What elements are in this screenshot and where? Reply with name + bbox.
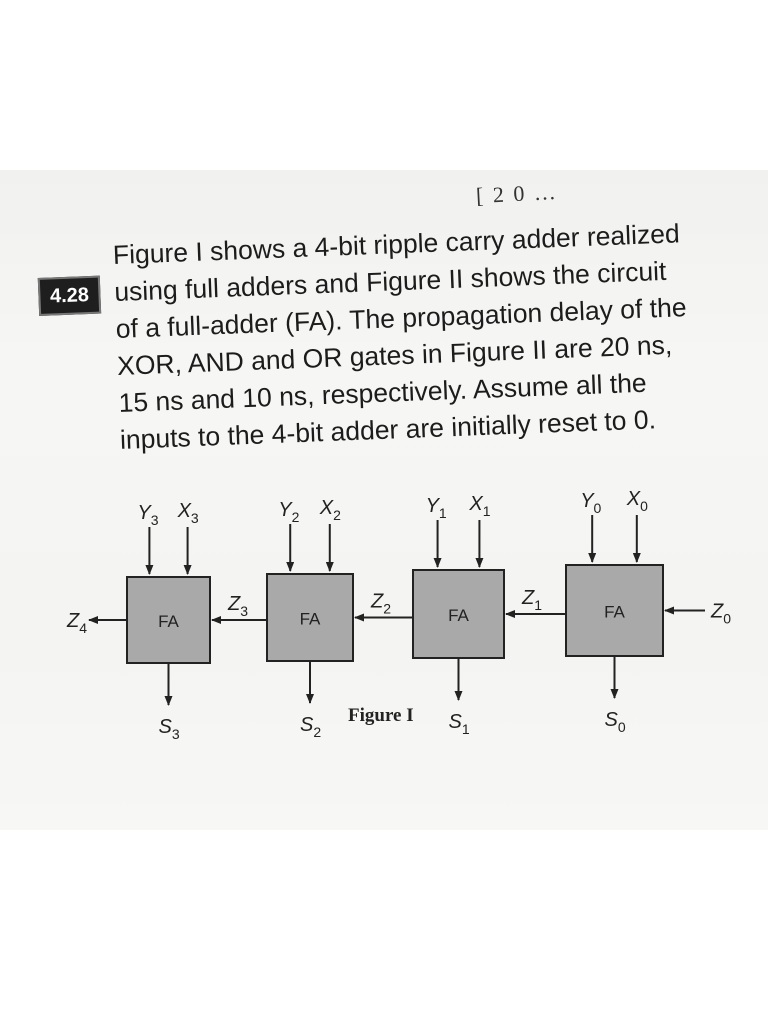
problem-line: Figure I shows a 4-bit ripple carry adder realized [112, 218, 681, 271]
input-label-y1: $Y_1$ [425, 495, 447, 521]
input-label-x1: $X_1$ [469, 493, 491, 519]
sum-label-s2: $S_2$ [300, 714, 322, 740]
input-label-x0: $X_0$ [626, 488, 648, 514]
carry-label-z1: $Z_1$ [522, 587, 543, 613]
sum-label-s0: $S_0$ [604, 709, 626, 735]
problem-line: using full adders and Figure II shows the circuit [113, 255, 667, 308]
problem-line: of a full-adder (FA). The propagation delay of the [115, 292, 688, 344]
full-adder-label-0: FA [604, 602, 625, 622]
problem-line: XOR, AND and OR gates in Figure II are 20 ns, [116, 329, 673, 381]
full-adder-label-3: FA [158, 612, 179, 631]
sum-label-s3: $S_3$ [158, 716, 180, 742]
problem-line: 15 ns and 10 ns, respectively. Assume all the [118, 367, 648, 418]
carry-label-z2: $Z_2$ [371, 590, 392, 617]
sum-label-s1: $S_1$ [448, 711, 470, 737]
page-header-fragment: [ 2 0 … [475, 178, 559, 209]
input-label-x3: $X_3$ [177, 500, 199, 526]
input-label-y2: $Y_2$ [278, 499, 300, 525]
problem-number-badge: 4.28 [38, 276, 101, 316]
carry-label-z3: $Z_3$ [228, 593, 249, 619]
problem-line: inputs to the 4-bit adder are initially reset to 0. [119, 404, 657, 455]
full-adder-label-1: FA [448, 606, 469, 625]
figure-caption: Figure I [348, 705, 414, 726]
carry-out-label-z4: $Z_4$ [67, 610, 88, 636]
carry-label-z0: $Z_0$ [711, 600, 732, 627]
input-label-x2: $X_2$ [319, 497, 341, 523]
input-label-y3: $Y_3$ [137, 502, 159, 528]
full-adder-label-2: FA [299, 609, 321, 629]
input-label-y0: $Y_0$ [580, 490, 602, 516]
